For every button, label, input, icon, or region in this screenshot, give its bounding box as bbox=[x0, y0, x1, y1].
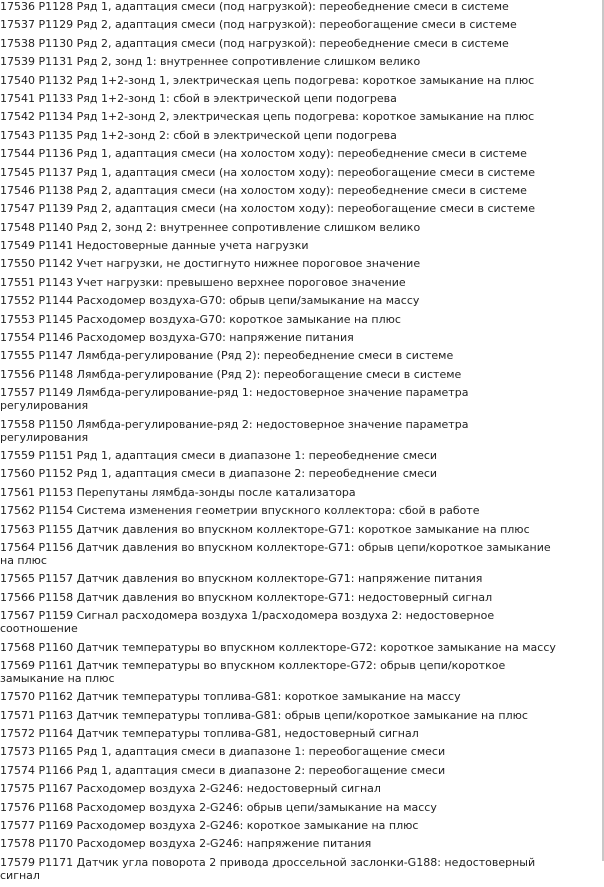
fault-code-entry: 17564 P1156 Датчик давления во впускном коллекторе-G71: обрыв цепи/короткое замыкание на плюс bbox=[0, 540, 551, 567]
fault-code-entry: 17540 P1132 Ряд 1+2-зонд 1, электрическая цепь подогрева: короткое замыкание на плюс bbox=[0, 73, 535, 87]
fault-code-entry: 17574 P1166 Ряд 1, адаптация смеси в диапазоне 2: переобогащение смеси bbox=[0, 763, 446, 777]
fault-code-entry: 17554 P1146 Расходомер воздуха-G70: напряжение питания bbox=[0, 331, 354, 345]
fault-code-entry: 17567 P1159 Сигнал расходомера воздуха 1/расходомера воздуха 2: недостоверное соотношение bbox=[0, 609, 495, 636]
fault-code-entry: 17558 P1150 Лямбда-регулирование-ряд 2: недостоверное значение параметра регулирования bbox=[0, 417, 469, 444]
fault-code-entry: 17578 P1170 Расходомер воздуха 2-G246: напряжение питания bbox=[0, 837, 372, 851]
fault-code-entry: 17549 P1141 Недостоверные данные учета нагрузки bbox=[0, 239, 309, 253]
fault-code-entry: 17566 P1158 Датчик давления во впускном коллекторе-G71: недостоверный сигнал bbox=[0, 590, 493, 604]
fault-code-entry: 17570 P1162 Датчик температуры топлива-G81: короткое замыкание на массу bbox=[0, 690, 461, 704]
fault-code-entry: 17536 P1128 Ряд 1, адаптация смеси (под нагрузкой): переобеднение смеси в системе bbox=[0, 0, 509, 13]
fault-code-entry: 17555 P1147 Лямбда-регулирование (Ряд 2): переобеднение смеси в системе bbox=[0, 349, 454, 363]
fault-code-entry: 17575 P1167 Расходомер воздуха 2-G246: недостоверный сигнал bbox=[0, 782, 381, 796]
fault-code-entry: 17569 P1161 Датчик температуры во впускном коллекторе-G72: обрыв цепи/короткое замыкание на плюс bbox=[0, 658, 506, 685]
fault-code-entry: 17563 P1155 Датчик давления во впускном коллекторе-G71: короткое замыкание на плюс bbox=[0, 522, 530, 536]
fault-code-entry: 17556 P1148 Лямбда-регулирование (Ряд 2): переобогащение смеси в системе bbox=[0, 367, 462, 381]
fault-code-entry: 17552 P1144 Расходомер воздуха-G70: обрыв цепи/замыкание на массу bbox=[0, 294, 420, 308]
fault-code-entry: 17544 P1136 Ряд 1, адаптация смеси (на холостом ходу): переобеднение смеси в системе bbox=[0, 147, 527, 161]
fault-code-entry: 17557 P1149 Лямбда-регулирование-ряд 1: недостоверное значение параметра регулирования bbox=[0, 386, 469, 413]
fault-code-entry: 17561 P1153 Перепутаны лямбда-зонды после катализатора bbox=[0, 485, 356, 499]
fault-code-entry: 17579 P1171 Датчик угла поворота 2 привода дроссельной заслонки-G188: недостоверный сигнал bbox=[0, 855, 536, 882]
fault-code-entry: 17568 P1160 Датчик температуры во впускном коллекторе-G72: короткое замыкание на массу bbox=[0, 640, 556, 654]
fault-code-entry: 17547 P1139 Ряд 2, адаптация смеси (на холостом ходу): переобогащение смеси в системе bbox=[0, 202, 535, 216]
fault-code-entry: 17537 P1129 Ряд 2, адаптация смеси (под нагрузкой): переобогащение смеси в системе bbox=[0, 18, 517, 32]
fault-code-entry: 17543 P1135 Ряд 1+2-зонд 2: сбой в электрической цепи подогрева bbox=[0, 128, 397, 142]
fault-code-entry: 17573 P1165 Ряд 1, адаптация смеси в диапазоне 1: переобогащение смеси bbox=[0, 745, 446, 759]
fault-code-entry: 17538 P1130 Ряд 2, адаптация смеси (под нагрузкой): переобеднение смеси в системе bbox=[0, 36, 509, 50]
fault-code-entry: 17571 P1163 Датчик температуры топлива-G81: обрыв цепи/короткое замыкание на плюс bbox=[0, 708, 528, 722]
fault-code-entry: 17577 P1169 Расходомер воздуха 2-G246: короткое замыкание на плюс bbox=[0, 819, 419, 833]
fault-code-entry: 17551 P1143 Учет нагрузки: превышено верхнее пороговое значение bbox=[0, 275, 406, 289]
fault-code-entry: 17572 P1164 Датчик температуры топлива-G81, недостоверный сигнал bbox=[0, 727, 419, 741]
fault-code-entry: 17576 P1168 Расходомер воздуха 2-G246: обрыв цепи/замыкание на массу bbox=[0, 800, 437, 814]
fault-code-entry: 17548 P1140 Ряд 2, зонд 2: внутреннее сопротивление слишком велико bbox=[0, 220, 421, 234]
fault-code-entry: 17546 P1138 Ряд 2, адаптация смеси (на холостом ходу): переобеднение смеси в системе bbox=[0, 183, 527, 197]
fault-code-entry: 17545 P1137 Ряд 1, адаптация смеси (на холостом ходу): переобогащение смеси в системе bbox=[0, 165, 535, 179]
fault-code-entry: 17565 P1157 Датчик давления во впускном коллекторе-G71: напряжение питания bbox=[0, 572, 483, 586]
fault-code-entry: 17542 P1134 Ряд 1+2-зонд 2, электрическая цепь подогрева: короткое замыкание на плюс bbox=[0, 110, 535, 124]
fault-code-entry: 17541 P1133 Ряд 1+2-зонд 1: сбой в электрической цепи подогрева bbox=[0, 91, 397, 105]
fault-code-entry: 17562 P1154 Система изменения геометрии впускного коллектора: сбой в работе bbox=[0, 504, 480, 518]
fault-code-entry: 17553 P1145 Расходомер воздуха-G70: короткое замыкание на плюс bbox=[0, 312, 401, 326]
fault-code-entry: 17559 P1151 Ряд 1, адаптация смеси в диапазоне 1: переобеднение смеси bbox=[0, 448, 438, 462]
fault-code-entry: 17560 P1152 Ряд 1, адаптация смеси в диапазоне 2: переобеднение смеси bbox=[0, 467, 438, 481]
fault-code-entry: 17550 P1142 Учет нагрузки, не достигнуто нижнее пороговое значение bbox=[0, 257, 421, 271]
fault-code-entry: 17539 P1131 Ряд 2, зонд 1: внутреннее сопротивление слишком велико bbox=[0, 55, 421, 69]
